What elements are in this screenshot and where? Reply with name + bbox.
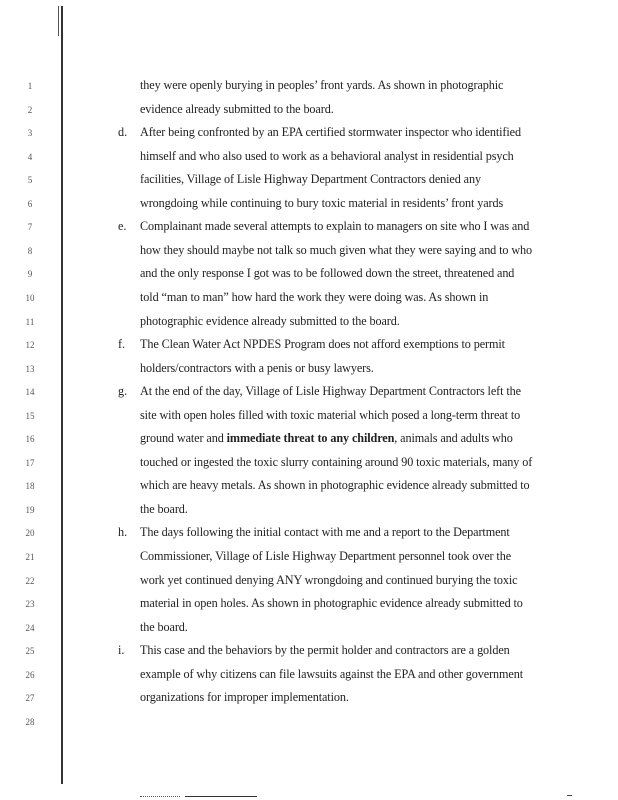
text-line: the board. — [140, 619, 188, 634]
line-number: 28 — [25, 716, 35, 727]
line-number: 27 — [25, 693, 35, 704]
text-line: evidence already submitted to the board. — [140, 101, 334, 116]
line-number: 10 — [25, 292, 35, 303]
line-number: 7 — [27, 222, 33, 233]
line-number: 11 — [25, 316, 35, 327]
line-number: 13 — [25, 363, 35, 374]
footer-line — [185, 796, 257, 797]
emphasis-text: immediate threat to any children — [226, 431, 395, 446]
line-number: 21 — [25, 552, 35, 562]
text-line: and the only response I got was to be followed down the street, threatened and — [140, 266, 515, 281]
text-line: The Clean Water Act NPDES Program does not afford exemptions to permit — [140, 337, 505, 352]
text-line: which are heavy metals. As shown in photographic evidence already submitted to — [140, 478, 530, 493]
footer-dotted-line — [140, 796, 180, 798]
text-line: holders/contractors with a penis or busy lawyers. — [140, 360, 374, 375]
line-number: 9 — [27, 269, 33, 280]
text-line: The days following the initial contact with me and a report to the Department — [140, 525, 510, 540]
list-marker: e. — [118, 219, 127, 234]
list-marker: f. — [118, 337, 126, 352]
line-number: 23 — [25, 599, 35, 610]
line-number: 3 — [27, 128, 33, 139]
text-line: how they should maybe not talk so much given what they were saying and to who — [140, 242, 533, 257]
line-number: 25 — [25, 646, 35, 657]
line-number: 8 — [27, 245, 33, 256]
text-line: photographic evidence already submitted to the board. — [140, 313, 400, 328]
line-number: 5 — [27, 175, 33, 186]
text-segment: ground water and — [140, 431, 227, 446]
line-number: 4 — [27, 151, 33, 162]
text-line: organizations for improper implementation. — [140, 690, 349, 705]
text-line: This case and the behaviors by the permit holder and contractors are a golden — [140, 643, 510, 658]
footer-mark — [567, 795, 572, 796]
line-number: 12 — [25, 340, 35, 351]
line-number: 24 — [25, 622, 35, 633]
line-number: 20 — [25, 528, 35, 539]
text-line: they were openly burying in peoples’ front yards. As shown in photographic — [140, 78, 504, 92]
line-number: 17 — [25, 457, 35, 468]
text-line: work yet continued denying ANY wrongdoing and continued burying the toxic — [140, 572, 518, 587]
list-marker: h. — [118, 525, 128, 540]
line-number: 18 — [25, 481, 35, 492]
text-line: himself and who also used to work as a behavioral analyst in residential psych — [140, 148, 514, 163]
list-marker: d. — [118, 125, 128, 140]
text-segment: , animals and adults who — [394, 431, 513, 446]
text-line: told “man to man” how hard the work they were doing was. As shown in — [140, 289, 489, 304]
text-line: touched or ingested the toxic slurry containing around 90 toxic materials, many of — [140, 454, 533, 469]
text-line: material in open holes. As shown in photographic evidence already submitted to — [140, 596, 523, 611]
line-number: 16 — [25, 434, 35, 445]
list-marker: i. — [118, 643, 125, 658]
line-number: 1 — [27, 81, 33, 91]
text-line: example of why citizens can file lawsuits against the EPA and other government — [140, 666, 524, 681]
text-line: Commissioner, Village of Lisle Highway Department personnel took over the — [140, 549, 512, 563]
text-line: the board. — [140, 501, 188, 516]
line-number: 15 — [25, 410, 35, 421]
line-number: 6 — [27, 198, 33, 209]
text-line: site with open holes filled with toxic material which posed a long-term threat to — [140, 407, 521, 422]
text-line: At the end of the day, Village of Lisle Highway Department Contractors left the — [140, 384, 521, 399]
line-number: 2 — [27, 104, 33, 115]
text-line: wrongdoing while continuing to bury toxic material in residents’ front yards — [140, 195, 504, 210]
pleading-margin-rule-secondary — [58, 6, 59, 36]
line-number: 14 — [25, 387, 35, 398]
line-number: 19 — [25, 504, 35, 515]
line-number: 26 — [25, 669, 35, 680]
text-line: After being confronted by an EPA certified stormwater inspector who identified — [140, 125, 521, 140]
line-number: 22 — [25, 575, 35, 586]
text-line-with-emphasis — [140, 431, 513, 446]
text-line: Complainant made several attempts to explain to managers on site who I was and — [140, 219, 530, 234]
text-line: facilities, Village of Lisle Highway Department Contractors denied any — [140, 172, 481, 187]
list-marker: g. — [118, 384, 128, 399]
pleading-margin-rule — [61, 6, 63, 784]
